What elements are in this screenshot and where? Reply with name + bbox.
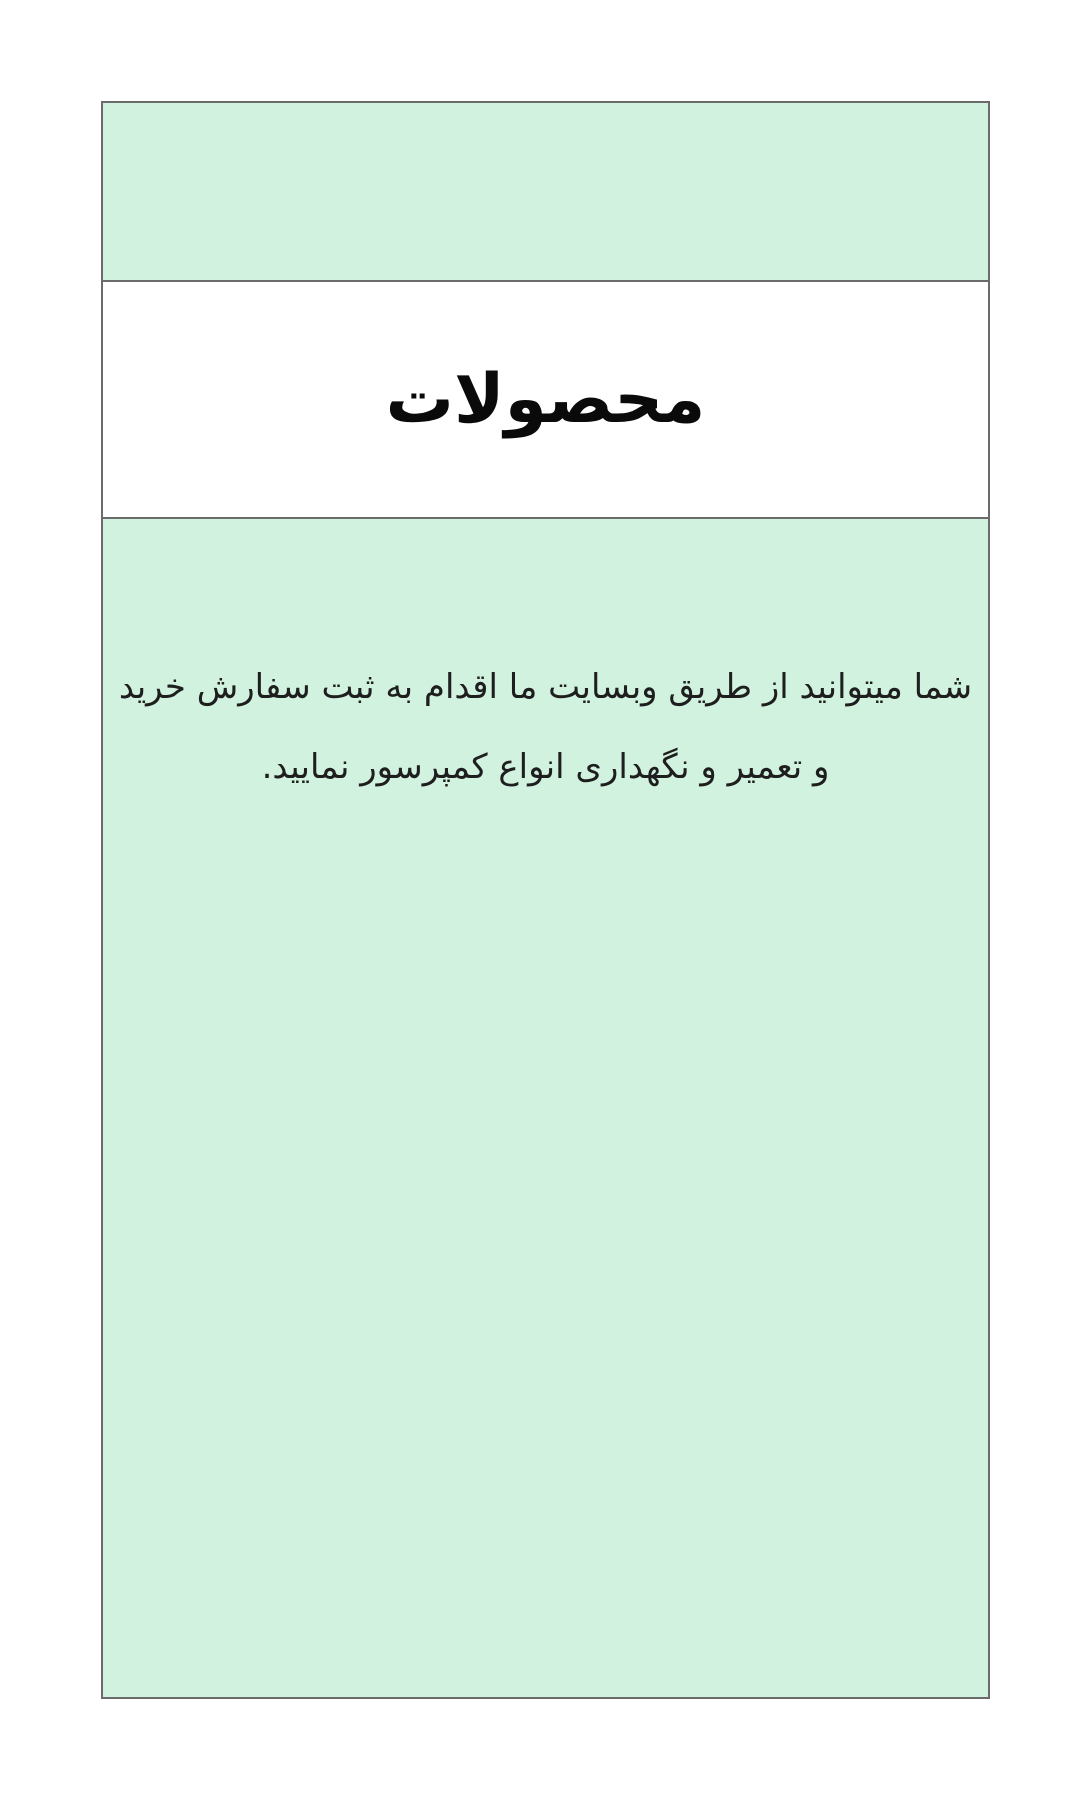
header-band <box>103 103 988 282</box>
body-section <box>103 519 988 1697</box>
page-title: محصولات <box>385 359 706 439</box>
description-text <box>103 647 988 807</box>
products-card <box>101 101 990 1699</box>
title-section <box>103 282 988 519</box>
description-line-1: شما میتوانید از طریق وبسایت ما اقدام به ثبت سفارش خرید <box>118 667 973 707</box>
description-line-2: و تعمیر و نگهداری انواع کمپرسور نمایید. <box>261 747 830 787</box>
